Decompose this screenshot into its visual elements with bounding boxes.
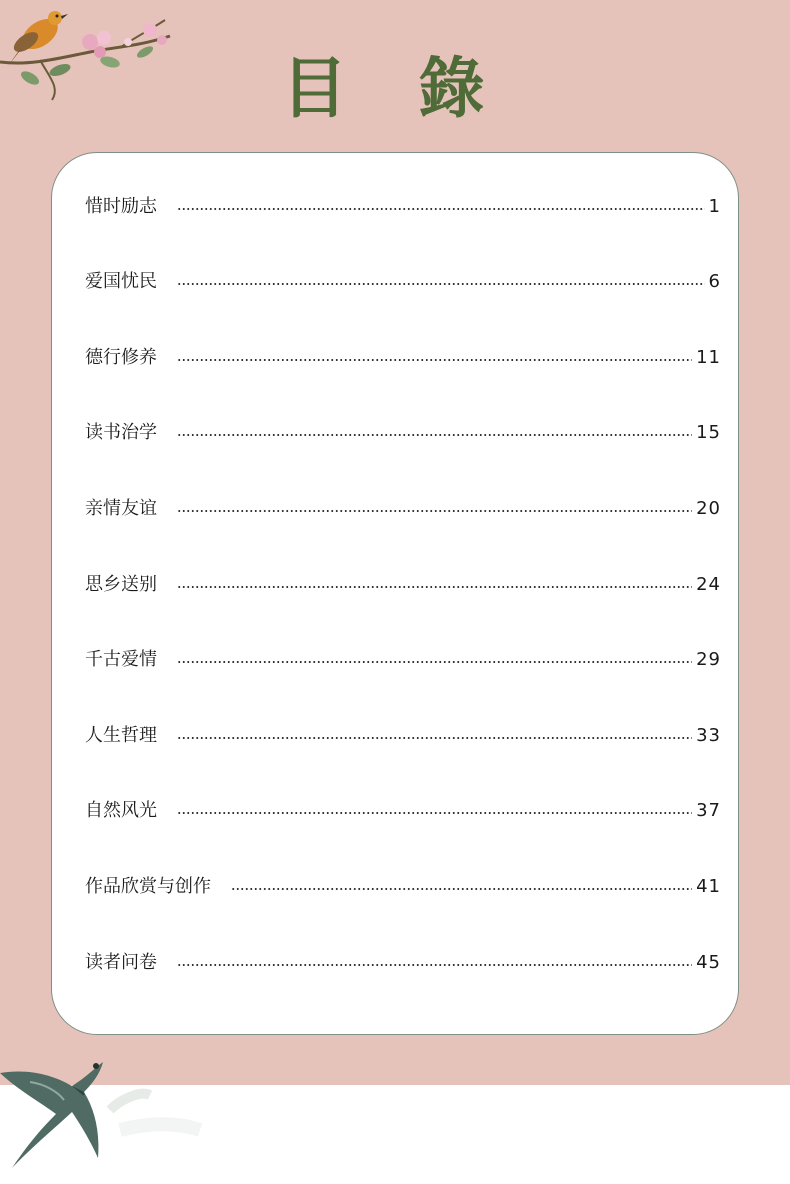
toc-leader-dots	[177, 434, 692, 436]
toc-entry-page: 20	[696, 498, 721, 519]
toc-entry-title: 千古爱情	[85, 649, 157, 670]
toc-leader-dots	[177, 510, 692, 512]
toc-entry-title: 读者问卷	[85, 952, 157, 973]
toc-entry-page: 45	[696, 952, 721, 973]
toc-entry-title: 爱国忧民	[85, 271, 157, 292]
toc-entry[interactable]	[85, 796, 721, 826]
toc-leader-dots	[231, 888, 692, 890]
toc-entry-page: 37	[696, 800, 721, 821]
toc-entry[interactable]	[85, 948, 721, 978]
toc-entry-page: 41	[696, 876, 721, 897]
toc-entry[interactable]	[85, 721, 721, 751]
toc-entry-title: 惜时励志	[85, 196, 157, 217]
toc-leader-dots	[177, 208, 705, 210]
toc-entry[interactable]	[85, 570, 721, 600]
toc-entry-title: 德行修养	[85, 347, 157, 368]
toc-entry-title: 亲情友谊	[85, 498, 157, 519]
toc-leader-dots	[177, 964, 692, 966]
toc-entry-page: 6	[708, 271, 721, 292]
toc-leader-dots	[177, 661, 692, 663]
toc-card	[51, 152, 739, 1035]
toc-entry-page: 24	[696, 574, 721, 595]
toc-entry-page: 15	[696, 422, 721, 443]
toc-entry[interactable]	[85, 872, 721, 902]
toc-entry[interactable]	[85, 645, 721, 675]
page-title: 目 錄	[281, 49, 509, 127]
toc-entry-page: 1	[708, 196, 721, 217]
toc-entry[interactable]	[85, 494, 721, 524]
toc-entry-title: 读书治学	[85, 422, 157, 443]
toc-entry-title: 作品欣赏与创作	[85, 876, 211, 897]
toc-entry-page: 11	[696, 347, 721, 368]
toc-entry-title: 思乡送别	[85, 574, 157, 595]
toc-leader-dots	[177, 586, 692, 588]
toc-leader-dots	[177, 283, 705, 285]
toc-entry[interactable]	[85, 192, 721, 222]
toc-entry-title: 自然风光	[85, 800, 157, 821]
toc-leader-dots	[177, 737, 692, 739]
swallow-illustration	[0, 1040, 260, 1184]
toc-entry[interactable]	[85, 418, 721, 448]
toc-entry[interactable]	[85, 343, 721, 373]
toc-entry[interactable]	[85, 267, 721, 297]
toc-entry-page: 33	[696, 725, 721, 746]
toc-leader-dots	[177, 359, 692, 361]
toc-leader-dots	[177, 812, 692, 814]
toc-entry-title: 人生哲理	[85, 725, 157, 746]
toc-entry-page: 29	[696, 649, 721, 670]
